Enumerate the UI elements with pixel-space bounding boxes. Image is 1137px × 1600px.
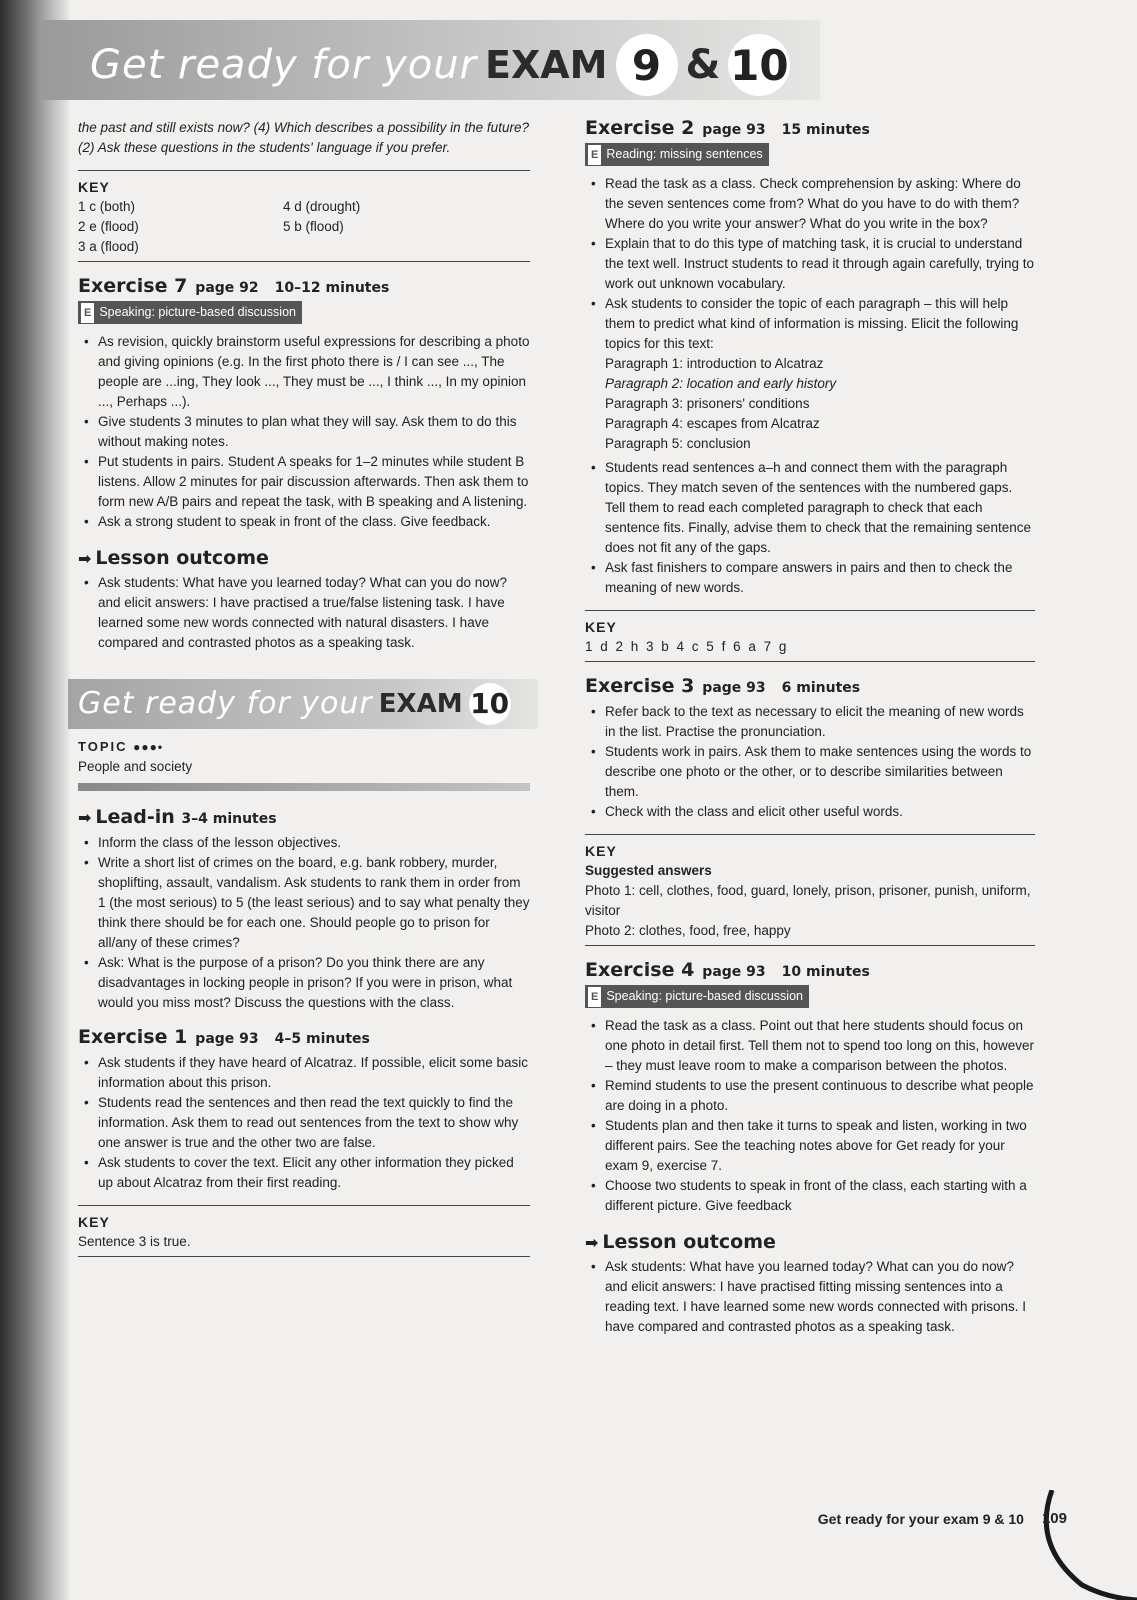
exam-number-9: 9 (616, 34, 678, 96)
banner-exam: EXAM (378, 689, 463, 719)
leadin-title: Lead-in (95, 806, 175, 828)
key-item: 4 d (drought) (283, 199, 361, 214)
key-box-exercise2 (585, 610, 1035, 662)
exercise-title: Exercise 2 (585, 117, 695, 139)
topic-heading (78, 737, 530, 757)
exercise-page: page 93 (702, 680, 766, 696)
key-text: Photo 2: clothes, food, free, happy (585, 923, 791, 938)
key-box-exercise1 (78, 1205, 530, 1257)
key-subtitle: Suggested answers (585, 863, 712, 878)
paragraph-topic: Paragraph 1: introduction to Alcatraz (605, 356, 824, 371)
list-item: • As revision, quickly brainstorm useful expressions for describing a photo and giving opinions (e.g. In the first photo there is / I can see ..., The people are ...ing, They look ..., They must be ..., I think ..., In my opinion ..., Perhaps ...). (78, 332, 530, 412)
list-item: • Ask students if they have heard of Alcatraz. If possible, elicit some basic information about this prison. (78, 1053, 530, 1093)
key-text: 1 d 2 h 3 b 4 c 5 f 6 a 7 g (585, 639, 787, 654)
list-item: • Inform the class of the lesson objectives. (78, 833, 530, 853)
key-title: KEY (585, 843, 617, 859)
title-exam: EXAM (485, 43, 608, 87)
exercise-title: Exercise 3 (585, 675, 695, 697)
exam10-banner (68, 679, 538, 729)
list-item: • Ask students to cover the text. Elicit any other information they picked up about Alcatraz from their first reading. (78, 1153, 530, 1193)
exercise-minutes: 4–5 minutes (274, 1031, 370, 1047)
list-item: • Give students 3 minutes to plan what they will say. Ask them to do this without making notes. (78, 412, 530, 452)
exercise-minutes: 10 minutes (781, 964, 870, 980)
skill-tag (78, 301, 302, 324)
list-item: • Write a short list of crimes on the board, e.g. bank robbery, murder, shoplifting, assault, vandalism. Ask students to rank them in order from 1 (the most serious) to 5 (the least serious) and to say what penalty they think there should be for each one. Should people go to prison for all/any of these crimes? (78, 853, 530, 953)
arrow-icon: ➡ (585, 1233, 599, 1252)
paragraph-topic: Paragraph 5: conclusion (605, 436, 751, 451)
topic-label: TOPIC (78, 739, 128, 754)
exam-tag-icon: E (588, 145, 601, 165)
key-item: 1 c (both) (78, 199, 136, 214)
skill-tag-label: Speaking: picture-based discussion (99, 305, 296, 319)
key-item: 2 e (flood) (78, 219, 139, 234)
exercise-minutes: 10–12 minutes (274, 280, 390, 296)
page-corner-curve (1037, 1490, 1137, 1600)
exercise4-heading (585, 960, 1035, 982)
skill-tag-label: Speaking: picture-based discussion (606, 989, 803, 1003)
list-item: • Ask fast finishers to compare answers in pairs and then to check the meaning of new words. (585, 558, 1035, 598)
key-text: Sentence 3 is true. (78, 1234, 191, 1249)
topic-text: People and society (78, 759, 193, 774)
lesson-outcome-list (585, 1257, 1035, 1337)
exercise3-heading (585, 676, 1035, 698)
lesson-outcome-list (78, 573, 530, 653)
lesson-outcome-title: Lesson outcome (602, 1231, 776, 1253)
list-item: • Choose two students to speak in front of the class, each starting with a different picture. Give feedback (585, 1176, 1035, 1216)
topic-bar (78, 783, 530, 791)
list-item: • Students work in pairs. Ask them to make sentences using the words to describe one photo or the other, or to describe similarities between them. (585, 742, 1035, 802)
paragraph-topic: Paragraph 4: escapes from Alcatraz (605, 416, 820, 431)
exercise7-heading (78, 276, 530, 298)
list-item: • Students read sentences a–h and connect them with the paragraph topics. They match seven of the sentences with the numbered gaps. Tell them to read each completed paragraph to check that each sentence fits. Finally, advise them to check that the remaining sentence does not fit any of the gaps. (585, 458, 1035, 558)
list-item: • Ask students: What have you learned today? What can you do now? and elicit answers: I have practised a true/false listening task. I have learned some new words connected with natural disasters. I have compared and contrasted photos as a speaking task. (78, 573, 530, 653)
lesson-outcome-title: Lesson outcome (95, 547, 269, 569)
list-item: • Explain that to do this type of matching task, it is crucial to understand the text well. Instruct students to read it through again carefully, trying to work out unknown vocabulary. (585, 234, 1035, 294)
exam-tag-icon: E (588, 987, 601, 1007)
key-title: KEY (585, 619, 617, 635)
key-grid (78, 197, 530, 257)
list-item: • Ask students to consider the topic of each paragraph – this will help them to predict what kind of information is missing. Elicit the following topics for this text: (585, 294, 1035, 354)
list-item: • Ask: What is the purpose of a prison? Do you think there are any disadvantages in locking people in prison? If you were in prison, what would you miss most? Discuss the questions with the class. (78, 953, 530, 1013)
exercise1-heading (78, 1027, 530, 1049)
exercise-title: Exercise 4 (585, 959, 695, 981)
key-item: 5 b (flood) (283, 219, 344, 234)
topic-dots-icon: ●●●• (133, 740, 164, 754)
key-title: KEY (78, 1214, 110, 1230)
key-title: KEY (78, 179, 110, 195)
exercise-page: page 93 (195, 1031, 259, 1047)
exercise-page: page 93 (702, 964, 766, 980)
arrow-icon: ➡ (78, 549, 92, 568)
leadin-list (78, 833, 530, 1013)
exercise2-heading (585, 118, 1035, 140)
leadin-minutes: 3–4 minutes (181, 811, 277, 827)
exercise4-list (585, 1016, 1035, 1216)
page-number: 109 (1041, 1510, 1067, 1527)
list-item: • Read the task as a class. Check comprehension by asking: Where do the seven sentences come from? What do you have to do with them? Where do you write your answer? What do you write in the box? (585, 174, 1035, 234)
skill-tag (585, 985, 809, 1008)
page-footer (818, 1510, 1067, 1527)
list-item: • Ask a strong student to speak in front of the class. Give feedback. (78, 512, 530, 532)
right-column (585, 118, 1035, 1337)
leadin-heading (78, 807, 530, 829)
key-text: Photo 1: cell, clothes, food, guard, lonely, prison, prisoner, punish, uniform, visitor (585, 883, 1031, 918)
list-item: • Ask students: What have you learned today? What can you do now? and elicit answers: I have practised fitting missing sentences into a reading text. I have learned some new words connected with prisons. I have compared and contrasted photos as a speaking task. (585, 1257, 1035, 1337)
intro-text: the past and still exists now? (4) Which describes a possibility in the future? (2) Ask these questions in the students' language if you prefer. (78, 120, 529, 155)
skill-tag (585, 143, 769, 166)
exercise-minutes: 15 minutes (781, 122, 870, 138)
list-item: • Students plan and then take it turns to speak and listen, working in two different pairs. See the teaching notes above for Get ready for your exam 9, exercise 7. (585, 1116, 1035, 1176)
key-item: 3 a (flood) (78, 239, 139, 254)
list-item: • Remind students to use the present continuous to describe what people are doing in a photo. (585, 1076, 1035, 1116)
exercise-title: Exercise 7 (78, 275, 188, 297)
exercise1-list (78, 1053, 530, 1193)
list-item: • Refer back to the text as necessary to elicit the meaning of new words in the list. Practise the pronunciation. (585, 702, 1035, 742)
lesson-outcome-heading (585, 1232, 1035, 1253)
left-column (78, 118, 530, 1269)
exercise-title: Exercise 1 (78, 1026, 188, 1048)
title-script: Get ready for your (90, 42, 478, 88)
exercise2-list-continued (585, 458, 1035, 598)
paragraph-topic: Paragraph 3: prisoners' conditions (605, 396, 810, 411)
exercise2-list (585, 174, 1035, 354)
footer-title: Get ready for your exam 9 & 10 (817, 1510, 1024, 1527)
key-box-exercise3 (585, 834, 1035, 946)
exam-number-10: 10 (469, 683, 511, 725)
page-title (90, 30, 790, 100)
list-item: • Put students in pairs. Student A speaks for 1–2 minutes while student B listens. Allow 2 minutes for pair discussion afterwards. Then ask them to form new A/B pairs and repeat the task, with B speaking and A listening. (78, 452, 530, 512)
exam-number-10: 10 (728, 34, 790, 96)
exercise-minutes: 6 minutes (781, 680, 861, 696)
arrow-icon: ➡ (78, 808, 92, 827)
exam-tag-icon: E (81, 303, 94, 323)
list-item: • Students read the sentences and then read the text quickly to find the information. Ask them to read out sentences from the text to show why one answer is true and the other two are false. (78, 1093, 530, 1153)
banner-script: Get ready for your (78, 686, 373, 721)
paragraph-topics (585, 354, 1035, 454)
title-ampersand: & (685, 42, 721, 88)
list-item: • Check with the class and elicit other useful words. (585, 802, 1035, 822)
exercise-page: page 92 (195, 280, 259, 296)
list-item: • Read the task as a class. Point out that here students should focus on one photo in detail first. Tell them not to spend too long on this, however – they must leave room to make a comparison between the photos. (585, 1016, 1035, 1076)
book-spine-shadow (0, 0, 70, 1600)
exercise7-list (78, 332, 530, 532)
lesson-outcome-heading (78, 548, 530, 569)
exercise-page: page 93 (702, 122, 766, 138)
exercise3-list (585, 702, 1035, 822)
key-box-exercise6 (78, 170, 530, 262)
skill-tag-label: Reading: missing sentences (606, 147, 763, 161)
paragraph-topic: Paragraph 2: location and early history (605, 376, 837, 391)
